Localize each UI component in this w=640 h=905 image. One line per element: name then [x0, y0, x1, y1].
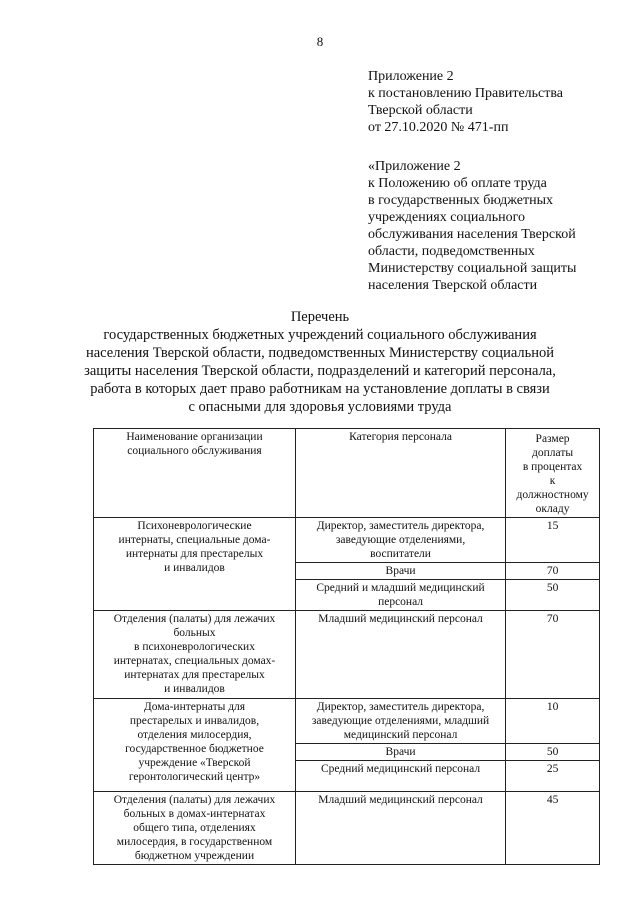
title-line: населения Тверской области, подведомственных Министерству социальной [85, 345, 555, 361]
appendix-header [368, 68, 563, 136]
org-cell: Отделения (палаты) для лежачих больных в домах-интернатах общего типа, отделениях милосердия, в государственном бюджетном учреждении [94, 792, 296, 865]
header-org: Наименование организации социального обслуживания [94, 429, 296, 518]
pay-cell: 10 [506, 699, 600, 744]
appendix-header-line: Тверской области [368, 103, 473, 118]
category-cell: Врачи [295, 563, 505, 580]
org-cell: Психоневрологические интернаты, специальные дома- интернаты для престарелых и инвалидов [94, 518, 296, 611]
header-category: Категория персонала [295, 429, 505, 518]
title-line: государственных бюджетных учреждений социального обслуживания [103, 327, 537, 343]
category-cell: Директор, заместитель директора, заведующие отделениями, младший медицинский персонал [295, 699, 505, 744]
category-cell: Младший медицинский персонал [295, 611, 505, 699]
table-header-row [94, 429, 600, 518]
allowance-table [93, 428, 600, 865]
appendix-quote-line: обслуживания населения Тверской [368, 227, 576, 242]
appendix-header-line: Приложение 2 [368, 69, 454, 84]
appendix-quote-line: в государственных бюджетных [368, 193, 554, 208]
table-row [94, 518, 600, 563]
appendix-quote-line: учреждениях социального [368, 210, 525, 225]
header-pay: Размер доплаты в процентах к должностному окладу [506, 429, 600, 518]
pay-cell: 25 [506, 761, 600, 792]
org-cell: Отделения (палаты) для лежачих больных в психоневрологических интернатах, специальных домах- интернатах для престарелых и инвалидов [94, 611, 296, 699]
appendix-header-line: от 27.10.2020 № 471-пп [368, 120, 509, 135]
appendix-quote-line: Министерству социальной защиты [368, 261, 577, 276]
appendix-quote [368, 158, 576, 294]
category-cell: Врачи [295, 744, 505, 761]
pay-cell: 70 [506, 611, 600, 699]
pay-cell: 45 [506, 792, 600, 865]
title-line: с опасными для здоровья условиями труда [188, 399, 452, 415]
appendix-quote-line: к Положению об оплате труда [368, 176, 547, 191]
pay-cell: 70 [506, 563, 600, 580]
title-line: Перечень [290, 309, 350, 325]
appendix-quote-line: «Приложение 2 [368, 159, 461, 174]
pay-cell: 15 [506, 518, 600, 563]
table-row [94, 699, 600, 744]
pay-cell: 50 [506, 580, 600, 611]
category-cell: Младший медицинский персонал [295, 792, 505, 865]
category-cell: Директор, заместитель директора, заведующие отделениями, воспитатели [295, 518, 505, 563]
document-title [60, 308, 580, 416]
pay-cell: 50 [506, 744, 600, 761]
table-row [94, 611, 600, 699]
page-number: 8 [316, 34, 324, 49]
category-cell: Средний и младший медицинский персонал [295, 580, 505, 611]
org-cell: Дома-интернаты для престарелых и инвалидов, отделения милосердия, государственное бюджетное учреждение «Тверской геронтологический центр» [94, 699, 296, 792]
title-line: защиты населения Тверской области, подразделений и категорий персонала, [84, 363, 556, 379]
appendix-quote-line: населения Тверской области [368, 278, 538, 293]
appendix-quote-line: области, подведомственных [368, 244, 535, 259]
title-line: работа в которых дает право работникам на установление доплаты в связи [90, 381, 550, 397]
appendix-header-line: к постановлению Правительства [368, 86, 564, 101]
table-row [94, 792, 600, 865]
category-cell: Средний медицинский персонал [295, 761, 505, 792]
